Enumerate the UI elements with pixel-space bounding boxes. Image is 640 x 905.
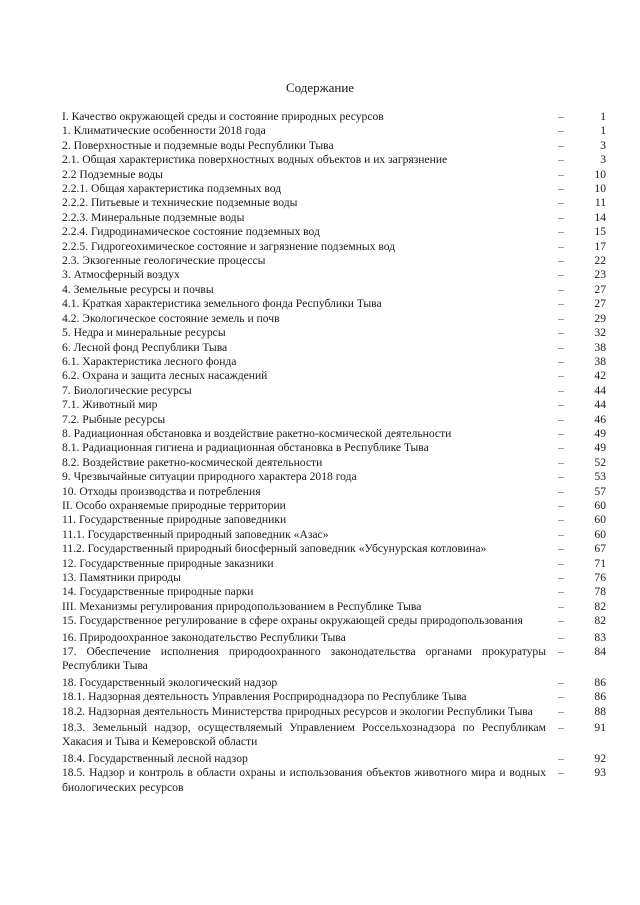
toc-dash: – — [558, 690, 564, 704]
toc-entry — [62, 153, 606, 167]
toc-page-number: 23 — [594, 268, 606, 282]
toc-entry — [62, 752, 606, 766]
toc-dash: – — [558, 182, 564, 196]
toc-entry-text: 2.2 Подземные воды — [62, 167, 163, 181]
toc-entry-text: 2. Поверхностные и подземные воды Республики Тыва — [62, 138, 334, 152]
toc-page-number: 84 — [594, 645, 606, 659]
toc-entry-text: 6.1. Характеристика лесного фонда — [62, 354, 237, 368]
toc-entry-text: 2.2.3. Минеральные подземные воды — [62, 210, 245, 224]
toc-entry-text: 2.3. Экзогенные геологические процессы — [62, 254, 266, 268]
toc-page-number: 42 — [594, 369, 606, 383]
page-title: Содержание — [285, 80, 355, 95]
toc-entry-text: 4.1. Краткая характеристика земельного фонда Республики Тыва — [62, 297, 382, 311]
toc-entry — [62, 341, 606, 355]
toc-page-number: 53 — [594, 470, 606, 484]
toc-page-number: 29 — [594, 311, 606, 325]
toc-page-number: 32 — [594, 326, 606, 340]
toc-entry-text: 5. Недра и минеральные ресурсы — [62, 326, 226, 340]
toc-entry-text: 1. Климатические особенности 2018 года — [62, 124, 266, 138]
toc-entry — [62, 110, 606, 124]
toc-entry — [62, 645, 606, 674]
toc-entry-text: 4.2. Экологическое состояние земель и почв — [62, 311, 280, 325]
toc-entry — [62, 766, 606, 795]
toc-entry — [62, 124, 606, 138]
toc-entry-text: 18. Государственный экологический надзор — [62, 675, 278, 689]
toc-entry — [62, 196, 606, 210]
toc-dash: – — [558, 340, 564, 354]
toc-entry — [62, 571, 606, 585]
toc-entry — [62, 182, 606, 196]
toc-page-number: 91 — [594, 721, 606, 735]
toc-entry — [62, 283, 606, 297]
toc-dash: – — [558, 455, 564, 469]
toc-entry-text: 7.2. Рыбные ресурсы — [62, 412, 166, 426]
toc-page-number: 93 — [594, 766, 606, 780]
toc-entry-text: 17. Обеспечение исполнения природоохранного законодательства органами прокуратуры Республики Тыва — [62, 645, 546, 673]
toc-entry-text: II. Особо охраняемые природные территории — [62, 498, 286, 512]
toc-page-number: 78 — [594, 585, 606, 599]
toc-dash: – — [558, 138, 564, 152]
toc-entry — [62, 326, 606, 340]
toc-entry-text: 3. Атмосферный воздух — [62, 268, 180, 282]
toc-page-number: 60 — [594, 498, 606, 512]
toc-entry — [62, 312, 606, 326]
toc-dash: – — [558, 196, 564, 210]
toc-entry-text: 18.3. Земельный надзор, осуществляемый Управлением Россельхознадзора по Республикам Хакасия и Тыва и Кемеровской области — [62, 721, 546, 749]
toc-entry-text: 18.4. Государственный лесной надзор — [62, 751, 248, 765]
toc-page-number: 22 — [594, 254, 606, 268]
toc-entry-text: 14. Государственные природные парки — [62, 585, 254, 599]
toc-entry — [62, 585, 606, 599]
toc-page-number: 88 — [594, 704, 606, 718]
toc-dash: – — [558, 354, 564, 368]
toc-entry-text: 11.2. Государственный природный биосферный заповедник «Убсунурская котловина» — [62, 542, 487, 556]
toc-entry — [62, 690, 606, 704]
toc-page-number: 86 — [594, 690, 606, 704]
toc-entry — [62, 240, 606, 254]
toc-dash: – — [558, 311, 564, 325]
toc-entry — [62, 441, 606, 455]
toc-entry-text: 13. Памятники природы — [62, 571, 181, 584]
toc-entry — [62, 413, 606, 427]
toc-dash: – — [558, 630, 564, 644]
toc-entry-text: 11.1. Государственный природный заповедник «Азас» — [62, 527, 329, 541]
toc-entry — [62, 721, 606, 750]
toc-entry — [62, 456, 606, 470]
toc-dash: – — [558, 542, 564, 556]
toc-entry-text: 2.2.5. Гидрогеохимическое состояние и загрязнение подземных вод — [62, 239, 396, 253]
toc-dash: – — [558, 268, 564, 282]
toc-page-number: 14 — [594, 210, 606, 224]
toc-page-number: 86 — [594, 675, 606, 689]
toc-entry — [62, 557, 606, 571]
toc-entry-text: 2.2.4. Гидродинамическое состояние подземных вод — [62, 225, 320, 239]
toc-entry-text: 7.1. Животный мир — [62, 398, 158, 412]
toc-entry — [62, 254, 606, 268]
toc-entry — [62, 600, 606, 614]
toc-entry — [62, 168, 606, 182]
toc-entry — [62, 485, 606, 499]
toc-dash: – — [558, 527, 564, 541]
toc-entry-text: 18.2. Надзорная деятельность Министерства природных ресурсов и экологии Республики Тыва — [62, 704, 533, 718]
toc-dash: – — [558, 513, 564, 527]
toc-entry — [62, 384, 606, 398]
toc-entry — [62, 268, 606, 282]
toc-entry — [62, 676, 606, 690]
toc-dash: – — [558, 470, 564, 484]
toc-dash: – — [558, 110, 564, 123]
toc-entry-text: 8.1. Радиационная гигиена и радиационная обстановка в Республике Тыва — [62, 441, 429, 455]
toc-dash: – — [558, 383, 564, 397]
toc-entry-text: 2.2.2. Питьевые и технические подземные воды — [62, 196, 298, 210]
toc-dash: – — [558, 239, 564, 253]
toc-page-number: 17 — [594, 239, 606, 253]
toc-dash: – — [558, 167, 564, 181]
toc-dash: – — [558, 766, 564, 780]
toc-page-number: 52 — [594, 455, 606, 469]
toc-page-number: 11 — [594, 196, 606, 210]
toc-page-number: 67 — [594, 542, 606, 556]
toc-page-number: 76 — [594, 571, 606, 584]
toc-page-number: 82 — [594, 614, 606, 628]
toc-entry — [62, 427, 606, 441]
toc-entry-text: 18.1. Надзорная деятельность Управления Росприроднадзора по Республике Тыва — [62, 690, 467, 704]
toc-page-number: 46 — [594, 412, 606, 426]
toc-page-number: 83 — [594, 630, 606, 644]
toc-entry-text: I. Качество окружающей среды и состояние природных ресурсов — [62, 110, 384, 123]
toc-entry-text: 16. Природоохранное законодательство Республики Тыва — [62, 630, 346, 644]
toc-dash: – — [558, 484, 564, 498]
toc-entry — [62, 631, 606, 645]
toc-entry — [62, 297, 606, 311]
toc-entry-text: 15. Государственное регулирование в сфере охраны окружающей среды природопользования — [62, 614, 523, 628]
toc-entry — [62, 614, 606, 628]
toc-entry — [62, 499, 606, 513]
toc-dash: – — [558, 599, 564, 613]
toc-dash: – — [558, 153, 564, 167]
toc-page-number: 3 — [600, 153, 606, 167]
toc-entry-text: 12. Государственные природные заказники — [62, 556, 274, 570]
toc-entry-text: 7. Биологические ресурсы — [62, 383, 192, 397]
toc-page-number: 71 — [594, 556, 606, 570]
toc-entry-text: 8. Радиационная обстановка и воздействие ракетно-космической деятельности — [62, 426, 452, 440]
toc-page-number: 49 — [594, 426, 606, 440]
toc-entry — [62, 355, 606, 369]
toc-dash: – — [558, 282, 564, 296]
toc-entry-text: 8.2. Воздействие ракетно-космической деятельности — [62, 455, 323, 469]
toc-entry — [62, 398, 606, 412]
toc-page-number: 57 — [594, 484, 606, 498]
toc-entry — [62, 211, 606, 225]
toc-entry-text: 11. Государственные природные заповедники — [62, 513, 287, 527]
toc-entry-text: 4. Земельные ресурсы и почвы — [62, 282, 214, 296]
toc-page-number: 3 — [600, 138, 606, 152]
toc-page-number: 1 — [600, 110, 606, 123]
toc-dash: – — [558, 124, 564, 138]
toc-entry-text: III. Механизмы регулирования природопользованием в Республике Тыва — [62, 599, 422, 613]
toc-dash: – — [558, 297, 564, 311]
toc-dash: – — [558, 210, 564, 224]
toc-dash: – — [558, 704, 564, 718]
toc-entry-text: 6. Лесной фонд Республики Тыва — [62, 340, 228, 354]
toc-entry — [62, 139, 606, 153]
toc-entry-text: 10. Отходы производства и потребления — [62, 484, 261, 498]
toc-page-number: 27 — [594, 297, 606, 311]
toc-dash: – — [558, 412, 564, 426]
toc-page-number: 44 — [594, 398, 606, 412]
toc-dash: – — [558, 398, 564, 412]
toc-entry-text: 2.1. Общая характеристика поверхностных водных объектов и их загрязнение — [62, 153, 448, 167]
toc-page-number: 92 — [594, 751, 606, 765]
toc-page-number: 82 — [594, 599, 606, 613]
toc-page-number: 1 — [600, 124, 606, 138]
toc-page-number: 44 — [594, 383, 606, 397]
toc-dash: – — [558, 326, 564, 340]
toc-page-number: 15 — [594, 225, 606, 239]
toc-page-number: 27 — [594, 282, 606, 296]
table-of-contents — [62, 110, 606, 795]
toc-entry — [62, 705, 606, 719]
toc-page-number: 10 — [594, 167, 606, 181]
toc-dash: – — [558, 556, 564, 570]
toc-dash: – — [558, 426, 564, 440]
toc-dash: – — [558, 721, 564, 735]
toc-dash: – — [558, 751, 564, 765]
toc-entry — [62, 513, 606, 527]
toc-dash: – — [558, 225, 564, 239]
toc-page-number: 10 — [594, 182, 606, 196]
toc-dash: – — [558, 571, 564, 584]
toc-dash: – — [558, 675, 564, 689]
toc-dash: – — [558, 614, 564, 628]
toc-entry — [62, 542, 606, 556]
toc-entry — [62, 225, 606, 239]
toc-entry-text: 9. Чрезвычайные ситуации природного характера 2018 года — [62, 470, 357, 484]
toc-entry — [62, 470, 606, 484]
toc-dash: – — [558, 369, 564, 383]
toc-dash: – — [558, 585, 564, 599]
toc-page-number: 60 — [594, 513, 606, 527]
toc-dash: – — [558, 498, 564, 512]
toc-page-number: 38 — [594, 340, 606, 354]
toc-entry-text: 6.2. Охрана и защита лесных насаждений — [62, 369, 268, 383]
toc-entry-text: 2.2.1. Общая характеристика подземных вод — [62, 182, 282, 196]
toc-dash: – — [558, 645, 564, 659]
toc-entry-text: 18.5. Надзор и контроль в области охраны и использования объектов животного мира и водных биологических ресурсов — [62, 766, 546, 794]
toc-page-number: 49 — [594, 441, 606, 455]
toc-entry — [62, 369, 606, 383]
toc-page-number: 60 — [594, 527, 606, 541]
toc-dash: – — [558, 254, 564, 268]
toc-entry — [62, 528, 606, 542]
toc-page-number: 38 — [594, 354, 606, 368]
toc-dash: – — [558, 441, 564, 455]
